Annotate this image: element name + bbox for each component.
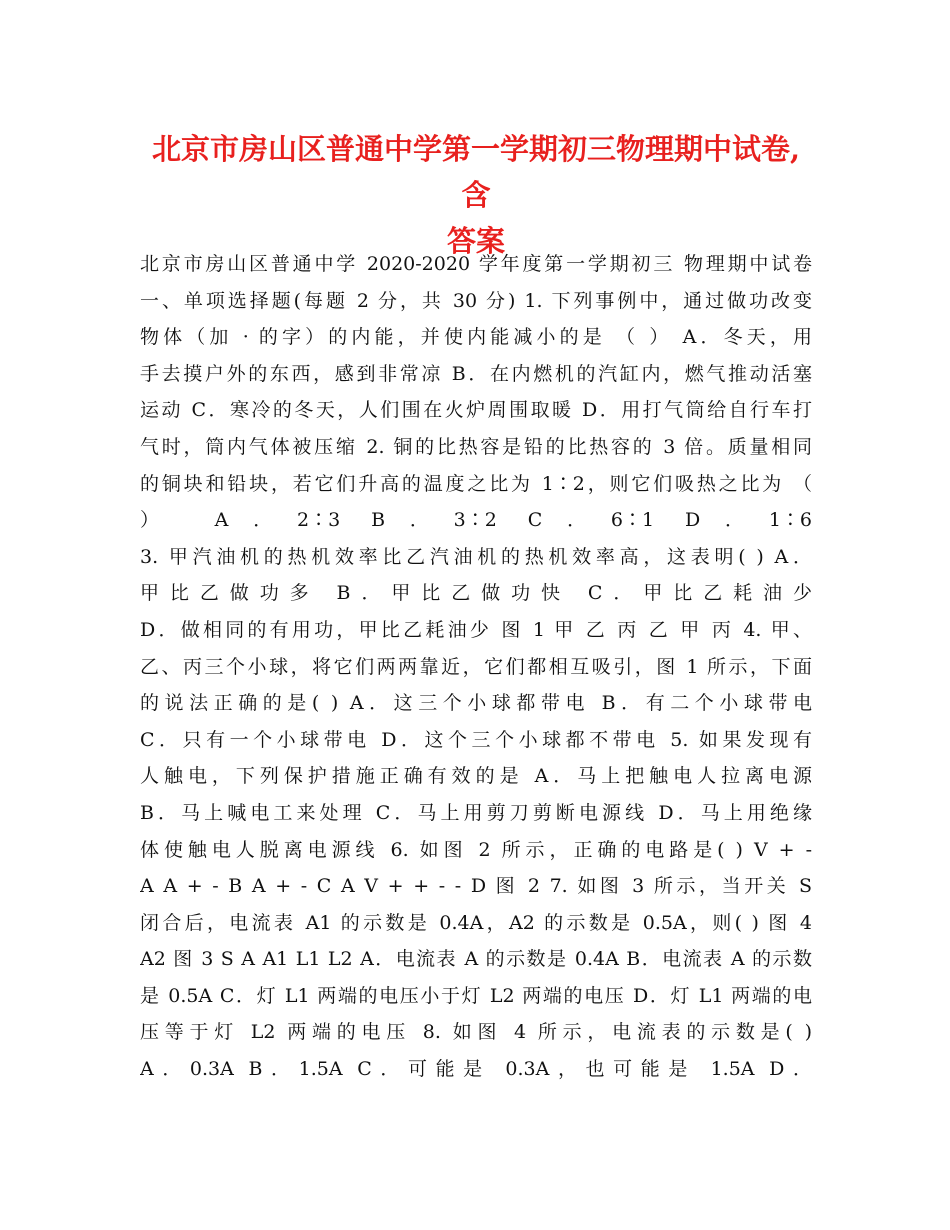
body-line: 气时，筒内气体被压缩 2. 铜的比热容是铅的比热容的 3 倍。质量相同 — [140, 435, 812, 458]
body-line: 物体（加 · 的字）的内能，并使内能减小的是 （ ） A．冬天，用 — [140, 326, 812, 349]
body-line: C．只有一个小球带电 D．这个三个小球都不带电 5. 如果发现有 — [140, 728, 812, 751]
body-line: 运动 C．寒冷的冬天，人们围在火炉周围取暖 D．用打气筒给自行车打 — [140, 399, 812, 422]
body-line: 体使触电人脱离电源线 6. 如图 2 所示，正确的电路是( ) V + - — [140, 838, 812, 861]
body-line: A．0.3A B．1.5A C．可能是 0.3A，也可能是 1.5A D． — [140, 1058, 812, 1081]
body-line: A A + - B A + - C A V + + - - D 图 2 7. 如图 3 所示，当开关 S — [140, 875, 812, 898]
body-line: 人触电，下列保护措施正确有效的是 A．马上把触电人拉离电源 — [140, 765, 812, 788]
body-line: 压等于灯 L2 两端的电压 8. 如图 4 所示，电流表的示数是( ) — [140, 1021, 812, 1044]
body-line: A2 图 3 S A A1 L1 L2 A．电流表 A 的示数是 0.4A B．电流表 A 的示数 — [140, 948, 812, 971]
body-line: 手去摸户外的东西，感到非常凉 B．在内燃机的汽缸内，燃气推动活塞 — [140, 362, 812, 385]
body-line: 北京市房山区普通中学 2020-2020 学年度第一学期初三 物理期中试卷 — [140, 253, 812, 275]
body-line: D．做相同的有用功，甲比乙耗油少 图 1 甲 乙 丙 乙 甲 丙 4. 甲、 — [140, 618, 812, 641]
body-line: ） A．2∶3 B．3∶2 C．6∶1 D．1∶6 — [140, 509, 812, 532]
document-body — [140, 246, 812, 1088]
title-line-1: 北京市房山区普通中学第一学期初三物理期中试卷,含 — [151, 132, 801, 212]
document-title — [140, 126, 812, 264]
body-line: 是 0.5A C．灯 L1 两端的电压小于灯 L2 两端的电压 D．灯 L1 两端的电 — [140, 984, 812, 1007]
body-line: 3. 甲汽油机的热机效率比乙汽油机的热机效率高，这表明( ) A． — [140, 545, 812, 568]
body-line: 一、单项选择题(每题 2 分，共 30 分) 1. 下列事例中，通过做功改变 — [140, 289, 812, 312]
body-line: 闭合后，电流表 A1 的示数是 0.4A，A2 的示数是 0.5A，则( ) 图 4 — [140, 911, 812, 934]
body-line: 乙、丙三个小球，将它们两两靠近，它们都相互吸引，图 1 所示，下面 — [140, 655, 812, 678]
body-line: B．马上喊电工来处理 C．马上用剪刀剪断电源线 D．马上用绝缘 — [140, 801, 812, 824]
body-line: 的说法正确的是( ) A．这三个小球都带电 B．有二个小球带电 — [140, 692, 812, 715]
body-line: 的铜块和铅块，若它们升高的温度之比为 1∶2，则它们吸热之比为 （ — [140, 472, 812, 495]
body-line: 甲比乙做功多 B．甲比乙做功快 C．甲比乙耗油少 — [140, 582, 812, 605]
title-line-2: 答案 — [446, 224, 505, 258]
